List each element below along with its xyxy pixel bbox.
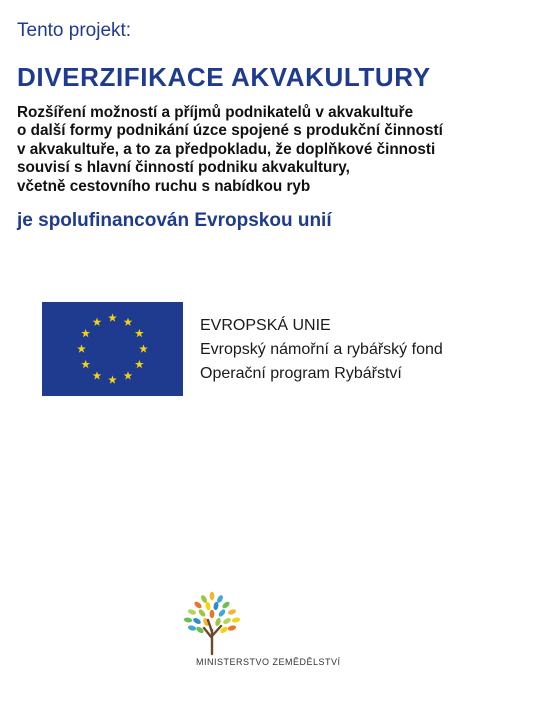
tree-leaves — [183, 592, 240, 635]
ministry-name: MINISTERSTVO ZEMĚDĚLSTVÍ — [196, 657, 341, 667]
description-line: o další formy podnikání úzce spojené s produkční činností — [17, 122, 443, 140]
project-description — [17, 104, 537, 196]
tree-leaf — [231, 617, 240, 623]
tree-leaf — [227, 625, 236, 632]
tree-leaf — [193, 600, 203, 609]
eu-fund-name: Evropský námořní a rybářský fond — [200, 341, 443, 358]
tree-leaf — [210, 592, 215, 600]
tree-leaf — [205, 601, 211, 610]
tree-leaf — [227, 608, 237, 615]
tree-leaf — [217, 608, 226, 618]
tree-leaf — [183, 617, 192, 623]
description-line: včetně cestovního ruchu s nabídkou ryb — [17, 177, 311, 195]
tree-leaf — [210, 610, 215, 618]
eu-program-name: Operační program Rybářství — [200, 365, 402, 382]
tree-leaf — [192, 617, 202, 625]
tree-leaf — [187, 608, 197, 615]
description-line: v akvakultuře, a to za předpokladu, že doplňkové činnosti — [17, 140, 436, 158]
tree-leaf — [195, 626, 205, 635]
description-line: souvisí s hlavní činností podniku akvakultury, — [17, 159, 350, 177]
project-title: DIVERZIFIKACE AKVAKULTURY — [17, 62, 431, 92]
tree-leaf — [222, 617, 232, 625]
tree-leaf — [213, 601, 219, 610]
tree-leaf — [197, 608, 206, 618]
description-line: Rozšíření možností a příjmů podnikatelů v akvakultuře — [17, 104, 414, 121]
eu-info — [200, 314, 443, 386]
eu-flag-icon — [42, 302, 183, 396]
cofinance-statement: je spolufinancován Evropskou unií — [17, 210, 332, 231]
tree-leaf — [187, 625, 196, 632]
tree-leaf — [221, 600, 231, 609]
intro-text: Tento projekt: — [17, 20, 132, 41]
eu-name: EVROPSKÁ UNIE — [200, 317, 331, 334]
tree-logo-icon — [178, 590, 246, 656]
